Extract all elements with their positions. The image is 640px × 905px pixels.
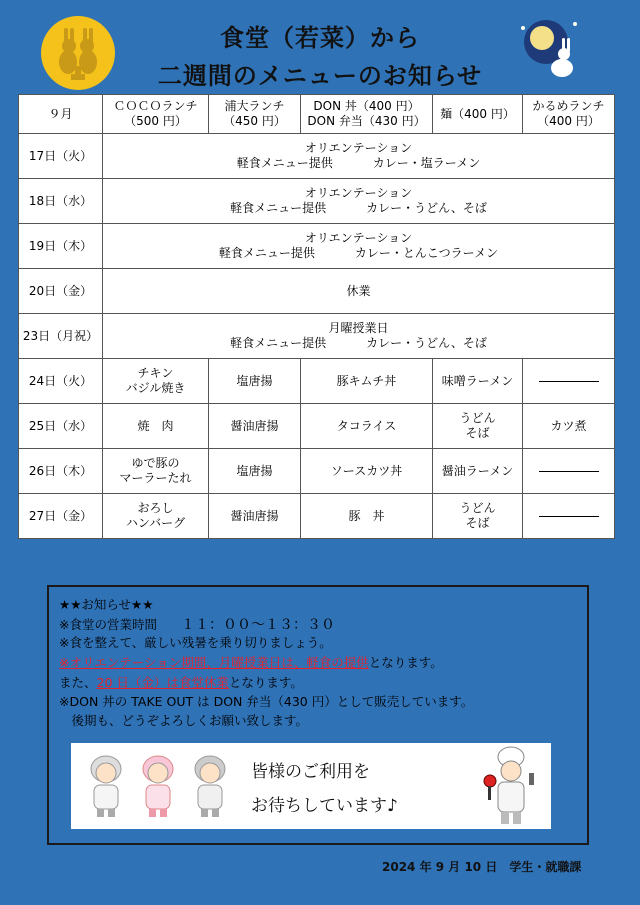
coco-cell: チキン バジル焼き [103, 359, 209, 404]
karume-cell [523, 494, 615, 539]
ura-cell: 醤油唐揚 [209, 404, 301, 449]
menu-table [18, 94, 615, 539]
table-row [19, 404, 615, 449]
table-row [19, 449, 615, 494]
day-cell: 26日（木） [19, 449, 103, 494]
day-cell: 18日（水） [19, 179, 103, 224]
merged-notice-cell: オリエンテーション 軽食メニュー提供 カレー・うどん、そば [103, 179, 615, 224]
merged-notice-cell: 月曜授業日 軽食メニュー提供 カレー・うどん、そば [103, 314, 615, 359]
staff-illustration-3 [189, 751, 231, 821]
welcome-banner [71, 743, 551, 829]
notice-line3: ※オリエンテーション期間、月曜授業日は、軽食の提供となります。 [59, 655, 443, 670]
column-header-ura: 浦大ランチ （450 円） [209, 95, 301, 134]
page-title-line1: 食堂（若菜）から [220, 24, 420, 52]
table-row [19, 359, 615, 404]
table-row [19, 224, 615, 269]
table-row [19, 179, 615, 224]
notice-box [47, 585, 589, 845]
coco-cell: ゆで豚の マーラーたれ [103, 449, 209, 494]
karume-cell [523, 359, 615, 404]
merged-notice-cell: オリエンテーション 軽食メニュー提供 カレー・塩ラーメン [103, 134, 615, 179]
notice-line6: 後期も、どうぞよろしくお願い致します。 [59, 713, 309, 728]
ura-cell: 醤油唐揚 [209, 494, 301, 539]
day-cell: 20日（金） [19, 269, 103, 314]
men-cell: うどん そば [433, 404, 523, 449]
day-cell: 17日（火） [19, 134, 103, 179]
coco-cell: 焼 肉 [103, 404, 209, 449]
table-row [19, 269, 615, 314]
chef-illustration [481, 745, 541, 827]
don-cell: 豚 丼 [301, 494, 433, 539]
notice-line5: ※DON 丼の TAKE OUT は DON 弁当（430 円）として販売しています。 [59, 694, 474, 709]
day-cell: 25日（水） [19, 404, 103, 449]
notice-line4: また、20 日（金）は食堂休業となります。 [59, 675, 303, 690]
men-cell: 味噌ラーメン [433, 359, 523, 404]
day-cell: 27日（金） [19, 494, 103, 539]
table-row [19, 134, 615, 179]
day-cell: 19日（木） [19, 224, 103, 269]
notice-title: ★★お知らせ★★ [59, 597, 154, 612]
table-row [19, 314, 615, 359]
ura-cell: 塩唐揚 [209, 449, 301, 494]
staff-illustration-2 [137, 751, 179, 821]
day-cell: 24日（火） [19, 359, 103, 404]
notice-hours: ※食堂の営業時間 １１：００～１３：３０ [59, 617, 335, 633]
staff-illustration-1 [85, 751, 127, 821]
men-cell: うどん そば [433, 494, 523, 539]
column-header-don: DON 丼（400 円） DON 弁当（430 円） [301, 95, 433, 134]
footer-date-department: 2024 年 9 月 10 日 学生・就職課 [382, 860, 582, 874]
banner-text-line2: お待ちしています♪ [251, 796, 398, 816]
page-title-line2: 二週間のメニューのお知らせ [157, 62, 483, 90]
column-header-karume: かるめランチ （400 円） [523, 95, 615, 134]
karume-cell: カツ煮 [523, 404, 615, 449]
merged-notice-cell: オリエンテーション 軽食メニュー提供 カレー・とんこつラーメン [103, 224, 615, 269]
column-header-coco: ＣＯＣＯランチ （500 円） [103, 95, 209, 134]
none-dash [539, 381, 599, 382]
don-cell: タコライス [301, 404, 433, 449]
none-dash [539, 471, 599, 472]
men-cell: 醤油ラーメン [433, 449, 523, 494]
karume-cell [523, 449, 615, 494]
coco-cell: おろし ハンバーグ [103, 494, 209, 539]
column-header-month: ９月 [19, 95, 103, 134]
banner-text-line1: 皆様のご利用を [251, 762, 370, 782]
day-cell: 23日（月祝） [19, 314, 103, 359]
none-dash [539, 516, 599, 517]
column-header-men: 麺（400 円） [433, 95, 523, 134]
don-cell: ソースカツ丼 [301, 449, 433, 494]
merged-notice-cell: 休業 [103, 269, 615, 314]
ura-cell: 塩唐揚 [209, 359, 301, 404]
table-row [19, 494, 615, 539]
don-cell: 豚キムチ丼 [301, 359, 433, 404]
notice-line2: ※食を整えて、厳しい残暑を乗り切りましょう。 [59, 635, 332, 650]
table-header-row [19, 95, 615, 134]
